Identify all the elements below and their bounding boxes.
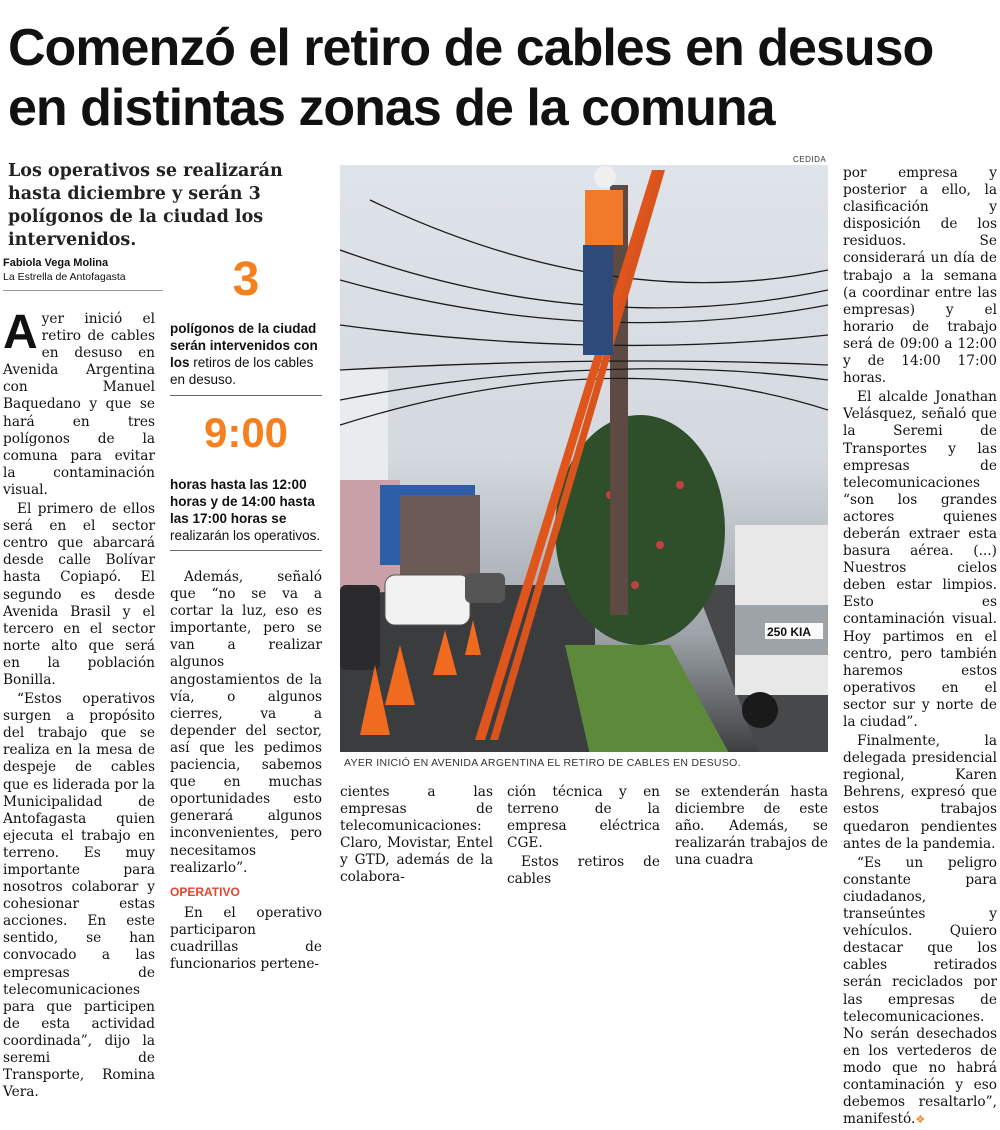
truck-plate: 250 KIA: [767, 625, 812, 639]
paragraph-text: yer inició el retiro de cables en desuso en Avenida Argentina con Manuel Baquedano y que se hará en tres polígonos de la comuna para evitar la contaminación visual.: [3, 311, 155, 498]
stat-text-bold: horas hasta las 12:00 horas y de 14:00 hasta las 17:00 horas se: [170, 477, 315, 526]
paragraph: El alcalde Jonathan Velásquez, señaló que la Seremi de Transportes y las empresas de telecomunicaciones “son los grandes actores quienes deberán extraer esta basura aérea. (...) Nuestros cielos deben estar limpios. Esto es contaminación visual. Hoy partimos en el centro, pero también haremos estos operativos en el sector sur y norte de la ciudad”.: [843, 389, 997, 730]
worker-helmet: [594, 166, 616, 188]
worker-vest: [585, 190, 623, 245]
stat-text-bold: polígonos de la ciudad serán intervenidos con los: [170, 321, 318, 370]
stat-text-rest: realizarán los operativos.: [170, 528, 321, 543]
paragraph: El primero de ellos será en el sector centro que abarcará desde calle Bolívar hasta Copiapó. El segundo es desde Avenida Brasil y el tercero en el sector norte alto que será en la población Bonilla.: [3, 501, 155, 688]
paragraph: se extenderán hasta diciembre de este año. Además, se realizarán trabajos de una cuadra: [675, 784, 828, 869]
dropcap: A: [3, 306, 38, 359]
photo-caption: AYER INICIÓ EN AVENIDA ARGENTINA EL RETIRO DE CABLES EN DESUSO.: [344, 757, 741, 769]
photo-credit: CEDIDA: [793, 155, 827, 164]
worker-pants: [583, 245, 613, 355]
stat-text: [170, 320, 322, 388]
paragraph: [843, 855, 997, 1129]
car: [465, 573, 505, 603]
end-mark-icon: ❖: [915, 1113, 926, 1127]
article-column-3: [340, 784, 493, 889]
paragraph: por empresa y posterior a ello, la clasificación y disposición de los residuos. Se considerará un día de trabajo a la semana (a coordinar entre las empresas) y el horario de trabajo será de 09:00 a 12:00 y de 14:00 17:00 horas.: [843, 165, 997, 387]
stat-number: 3: [232, 253, 260, 306]
byline-outlet: La Estrella de Antofagasta: [3, 271, 126, 283]
paragraph: Estos retiros de cables: [507, 854, 660, 888]
article-column-2: [170, 569, 322, 975]
paragraph-text: “Es un peligro constante para ciudadanos, transeúntes y vehículos. Quiero destacar que los cables retirados serán reciclados por las empresas de telecomunicaciones. No serán desechados en los vertederos de modo que no habrá contaminación y eso debemos resaltarlo”, manifestó.: [843, 854, 997, 1128]
median-grass: [565, 645, 730, 752]
photo-illustration: [340, 165, 828, 752]
news-photo: [340, 165, 828, 752]
paragraph: Además, señaló que “no se va a cortar la luz, eso es importante, pero se van a realizar algunos angostamientos de la vía, o algunos cierres, va a depender del sector, así que les pedimos paciencia, sabemos que en muchas oportunidades esto generará algunos inconvenientes, pero necesitamos realizarlo”.: [170, 569, 322, 876]
paragraph: Finalmente, la delegada presidencial regional, Karen Behrens, expresó que estos trabajos quedaron pendientes antes de la pandemia.: [843, 733, 997, 852]
stat-text-rest: retiros de los cables en desuso.: [170, 355, 314, 387]
stat-number: 9:00: [203, 409, 289, 456]
building: [340, 370, 388, 480]
headline-line-1: Comenzó el retiro de cables en desuso: [8, 19, 934, 77]
article-column-5: [675, 784, 828, 871]
byline-author: Fabiola Vega Molina: [3, 257, 109, 269]
paragraph: cientes a las empresas de telecomunicaciones: Claro, Movistar, Entel y GTD, además de la colabora-: [340, 784, 493, 886]
paragraph: ción técnica y en terreno de la empresa eléctrica CGE.: [507, 784, 660, 852]
stat-divider: [170, 395, 322, 396]
headline: [8, 18, 998, 138]
article-column-6: [843, 165, 997, 1130]
paragraph: [3, 306, 155, 499]
paragraph: “Estos operativos surgen a propósito del trabajo que se realiza en la mesa de despeje de cables que es liderada por la Municipalidad de Antofagasta quien ejecuta el trabajo en terreno. Es muy importante para nosotros colaborar y cohesionar estas acciones. En este sentido, se han convocado a las empresas de telecomunicaciones para que participen de esta actividad coordinada”, dijo la seremi de Transporte, Romina Vera.: [3, 691, 155, 1101]
white-car: [385, 575, 470, 625]
stat-divider: [170, 550, 322, 551]
headline-line-2: en distintas zonas de la comuna: [8, 79, 775, 137]
deck: Los operativos se realizarán hasta diciembre y serán 3 polígonos de la ciudad los intervenidos.: [8, 161, 283, 250]
article-column-1: [3, 306, 155, 1103]
paragraph: En el operativo participaron cuadrillas de funcionarios pertene-: [170, 904, 322, 973]
byline-rule: [3, 290, 163, 291]
article-column-4: [507, 784, 660, 891]
stat-text: [170, 476, 322, 544]
car: [340, 585, 380, 670]
section-subhead: OPERATIVO: [170, 884, 240, 899]
